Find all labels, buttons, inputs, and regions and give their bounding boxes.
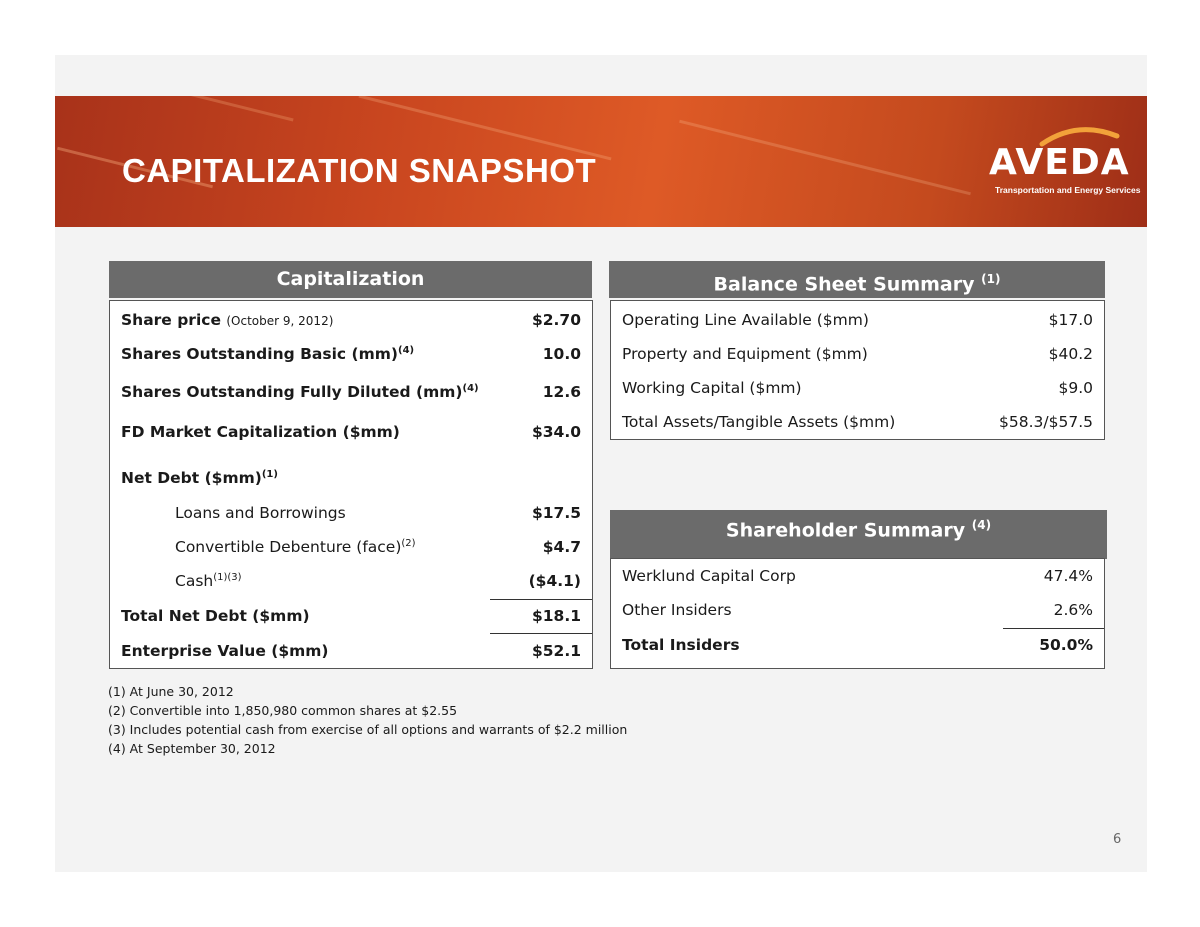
title-banner (55, 96, 1147, 227)
row-label: Total Net Debt ($mm) (121, 607, 310, 625)
row-label: Property and Equipment ($mm) (622, 345, 868, 363)
row-footnote-ref: (2) (401, 537, 416, 549)
balance-sheet-table (610, 300, 1105, 440)
row-label: Enterprise Value ($mm) (121, 642, 329, 660)
row-value: ($4.1) (528, 572, 581, 590)
row-label: Cash (175, 572, 214, 590)
row-value: 47.4% (1043, 567, 1093, 585)
shareholder-header (610, 510, 1107, 559)
row-value: $4.7 (542, 538, 581, 556)
total-rule (1003, 628, 1104, 629)
row-note: (October 9, 2012) (226, 314, 334, 328)
row-value: $40.2 (1048, 345, 1093, 363)
row-label: Other Insiders (622, 601, 732, 619)
footnote: (1) At June 30, 2012 (108, 684, 234, 699)
row-label: FD Market Capitalization ($mm) (121, 423, 400, 441)
row-value: 2.6% (1053, 601, 1093, 619)
capitalization-table (109, 300, 593, 669)
row-value: $52.1 (531, 642, 581, 660)
row-label: Total Assets/Tangible Assets ($mm) (622, 413, 896, 431)
page-number: 6 (1113, 832, 1122, 847)
row-value: $9.0 (1058, 379, 1093, 397)
row-label: Werklund Capital Corp (622, 567, 796, 585)
aveda-logo (987, 122, 1141, 202)
logo-tagline: Transportation and Energy Services (995, 185, 1141, 195)
row-label: Convertible Debenture (face) (175, 538, 402, 556)
row-footnote-ref: (4) (398, 344, 415, 356)
row-label: Loans and Borrowings (175, 504, 346, 522)
row-label: Net Debt ($mm) (121, 469, 262, 487)
row-label: Total Insiders (622, 636, 740, 654)
page-title: CAPITALIZATION SNAPSHOT (122, 152, 597, 189)
row-value: 10.0 (542, 345, 581, 363)
banner-streak (358, 96, 611, 160)
footnote: (3) Includes potential cash from exercise of all options and warrants of $2.2 million (108, 722, 628, 737)
row-label: Operating Line Available ($mm) (622, 311, 869, 329)
header-footnote-ref: (1) (981, 272, 1001, 286)
row-value: $34.0 (531, 423, 581, 441)
row-value: $2.70 (531, 311, 581, 329)
row-label: Shares Outstanding Fully Diluted (mm) (121, 383, 463, 401)
banner-streak (176, 96, 293, 121)
row-footnote-ref: (1)(3) (213, 571, 242, 583)
capitalization-header-label: Capitalization (276, 268, 425, 290)
row-value: $58.3/$57.5 (999, 413, 1093, 431)
shareholder-table (610, 558, 1105, 669)
footnote: (2) Convertible into 1,850,980 common shares at $2.55 (108, 703, 458, 718)
row-label: Working Capital ($mm) (622, 379, 802, 397)
row-label: Shares Outstanding Basic (mm) (121, 345, 398, 363)
balance-sheet-header (609, 261, 1105, 298)
balance-sheet-header-label: Balance Sheet Summary (713, 273, 975, 296)
row-footnote-ref: (4) (462, 382, 479, 394)
capitalization-header (109, 261, 592, 298)
row-value: 12.6 (542, 383, 581, 401)
shareholder-header-label: Shareholder Summary (725, 519, 966, 542)
logo-wordmark: AVEDA (989, 142, 1130, 183)
row-value: $17.0 (1048, 311, 1093, 329)
row-label: Share price (121, 311, 221, 329)
subtotal-rule (490, 599, 592, 600)
row-value: 50.0% (1039, 636, 1093, 654)
total-rule (490, 633, 592, 634)
footnotes (108, 682, 627, 758)
banner-streak (679, 120, 971, 195)
row-value: $18.1 (531, 607, 581, 625)
row-footnote-ref: (1) (261, 468, 278, 480)
header-footnote-ref: (4) (971, 518, 992, 532)
footnote: (4) At September 30, 2012 (108, 741, 276, 756)
row-value: $17.5 (531, 504, 581, 522)
